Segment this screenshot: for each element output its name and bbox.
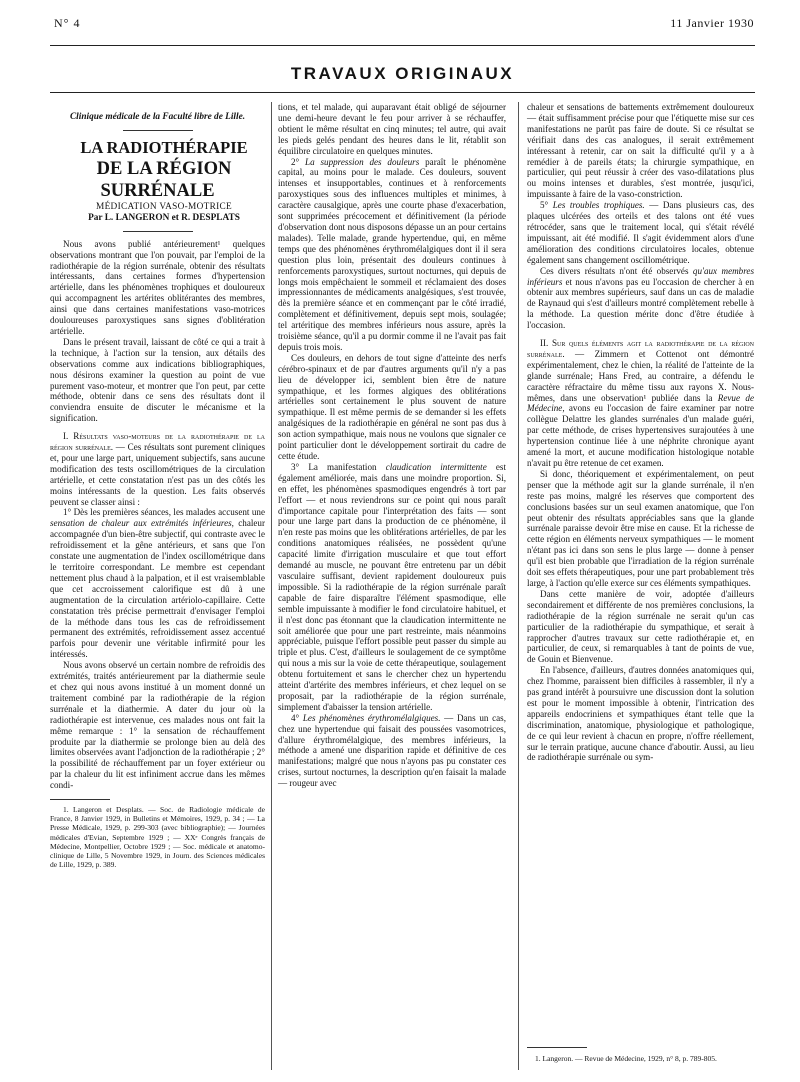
column-1	[50, 102, 265, 869]
paragraph: Dans le présent travail, laissant de côté ce qui a trait à la technique, à l'action sur la tension, aux détails des observations comme aux indications bibliographiques, nous désirons examiner la question au point de vue purement vaso-moteur, et montrer que l'on peut, par cette méthode, obtenir dans ce sens des résultats dont il conviendra ensuite de discuter le mécanisme et la signification.	[50, 336, 265, 424]
paragraph: Dans cette manière de voir, adoptée d'ailleurs secondairement et différente de nos premières conclusions, la radiothérapie de la région surrénale ne serait qu'un cas particulier de la radiothérapie du sympathique, et serait à rapprocher d'autres travaux sur cette radiothérapie et, en particulier, de ceux, si remarquables à tant de points de vue, de Gouin et Bienvenue.	[527, 588, 754, 665]
title-rule	[123, 130, 193, 131]
emphasis: La suppression des douleurs	[305, 156, 420, 167]
paragraph: 3° La manifestation claudication intermittente est également améliorée, mais dans une moindre proportion. Si, en effet, les phénomènes spasmodiques engendrés à tort par l'effort — et nous reviendrons sur ce point qui nous paraît d'importance capitale pour l'interprétation des faits — sont pour une large part dans la production de ce phénomène, il n'en reste pas moins que les oblitérations artérielles, de par les conditions anatomiques réalisées, ne possèdent qu'une capacité limite d'irrigation musculaire et que tout effort demandé au muscle, ne pouvant être entretenu par un débit vasculaire suffisant, devient rapidement douloureux puis impossible. Si la radiothérapie de la région surrénale paraît capable de faire disparaître l'élément spasmodique, elle semble impuissante à modifier le fond circulatoire habituel, et il n'est donc pas étonnant que la claudication intermittente ne soit améliorée que pour une part restreinte, mais néanmoins appréciable, puisque l'effort possible peut passer du simple au triple et plus. C'est, d'ailleurs le soulagement de ce symptôme qui nous a mis sur la voie de cette thérapeutique, soulagement obtenu fortuitement et sans le chercher chez un hypertendu atteint d'artérite des membres inférieurs, et chez lequel on se proposait, par la radiothérapie de la région surrénale, simplement d'abaisser la tension artérielle.	[278, 461, 506, 712]
section-1	[50, 431, 265, 507]
section-2: II. Sur quels éléments agit la radiothérapie de la région surrénale. — Zimmern et Cottenot ont démontré expérimentalement, chez le chien, la réalité de l'atteinte de la glande surrénale; Hans Fred, au contraire, a défendu le caractère réfractaire du même tissu aux rayons X. Nous-mêmes, dans une observation¹ publiée dans la Revue de Médecine, avons eu l'occasion de faire examiner par notre collègue Delattre les glandes surrénales d'un malade guéri, par cette méthode, de crises hypertensives surajoutées à une hypertension continue liée à une néphrite chronique ayant amené la mort, et aucune modification histologique notable n'avait pu être retenue de cet examen.	[527, 338, 754, 468]
footnote-rule	[527, 1047, 587, 1048]
section-heading: I. Résultats vaso-moteurs de la radiothérapie de la région surrénale. —	[50, 431, 265, 453]
paragraph: Ces douleurs, en dehors de tout signe d'atteinte des nerfs cérébro-spinaux et de par d'autres arguments qu'il n'y a pas lieu de développer ici, semblent bien être de nature sympathique, et les formes algiques des oblitérations artérielles sont certainement le plus souvent de nature sympathique. Il est même permis de se demander si les effets analgésiques de la radiothérapie en général ne sont pas dus à son action sympathique, mais nous ne voulons que signaler ce point particulier dont le développement sortirait du cadre de cette étude.	[278, 352, 506, 461]
column-divider	[518, 102, 519, 1070]
column-divider	[271, 102, 272, 1070]
authors-rule	[123, 231, 193, 232]
paragraph: Si donc, théoriquement et expérimentalement, on peut penser que la méthode agit sur la glande surrénale, il n'en reste pas moins, malgré les réserves que comportent des conclusions basées sur un seul examen anatomique, que l'on peut obtenir des résultats appréciables sans que la glande surrénale paraisse devoir être mise en cause. Et la richesse de cette région en éléments nerveux sympathiques — le moment n'étant pas ici dans son sens le plus large — donne à penser qu'il est bien probable que l'irradiation de la région surrénale doit ses effets thérapeutiques, pour une part probablement très large, à l'action qu'elle exerce sur ces éléments sympathiques.	[527, 468, 754, 588]
emphasis: claudication intermittente	[385, 461, 487, 472]
footnote-rule	[50, 799, 110, 800]
paragraph: 2° La suppression des douleurs paraît le phénomène capital, au moins pour le malade. Ces douleurs, souvent intenses et insupportables, continues et à renforcements paroxystiques sous des influences multiples et minimes, à caractère causalgique, après une courte phase d'exacerbation, sont supprimées précocement et définitivement (la période d'observation dont nous disposons dépasse un an pour certains malades). Telle malade, grande hypertendue, qui, en même temps que des phénomènes érythromélalgiques dont il il sera question plus loin, présentait des douleurs continues à renforcements paroxystiques, surtout nocturnes, qui depuis de longs mois empêchaient le sommeil et réclamaient des doses impressionnantes de médicaments analgésiques, s'est trouvée, dès la première séance et en commençant par le côté irradié, complètement et définitivement, depuis sept mois, soulagée; tel artéritique des membres inférieurs nous assure, après la troisième séance, qu'il a pu dormir comme il ne l'avait pas fait depuis trois mois.	[278, 156, 506, 352]
section-heading: II. Sur quels éléments agit la radiothérapie de la région surrénale. —	[527, 338, 754, 359]
article-title-line-2: DE LA RÉGION SURRÉNALE	[96, 158, 232, 201]
footnote: 1. Langeron. — Revue de Médecine, 1929, n° 8, p. 789-805.	[535, 1054, 717, 1063]
emphasis: Revue de Médecine	[527, 392, 754, 414]
paragraph: 4° Les phénomènes érythromélalgiques. — Dans un cas, chez une hypertendue qui faisait des poussées vasomotrices, d'allure érythromélalgique, des membres inférieurs, la méthode a amené une disparition rapide et définitive de ces manifestations; malgré que nous n'ayons pas pu constater ces crises, surtout nocturnes, la description qu'en faisait la malade — rougeur avec	[278, 712, 506, 789]
paragraph: 5° Les troubles trophiques. — Dans plusieurs cas, des plaques ulcérées des orteils et des talons ont été vues rétrocéder, sans que le traitement local, qui s'était révélé impuissant, ait été modifié. Il s'agit évidemment alors d'une amélioration des conditions circulatoires locales, obtenue également sans changement oscillométrique.	[527, 200, 754, 265]
paragraph: Ces divers résultats n'ont été observés qu'aux membres inférieurs et nous n'avons pas eu l'occasion de chercher à en obtenir aux membres supérieurs, sauf dans un cas de maladie de Raynaud qui s'est d'ailleurs montré complètement rebelle à la méthode. La question mérite donc d'être étudiée à l'occasion.	[527, 265, 755, 331]
paragraph: Nous avons publié antérieurement¹ quelques observations montrant que l'on pouvait, par l'emploi de la radiothérapie de la région surrénale, obtenir des résultats intéressants, dans certaines formes d'hypertension artérielle, dans les phénomènes trophiques et douloureux qui accompagnent les artérites oblitérantes des membres, ainsi que dans certaines manifestations vaso-motrices douloureuses paroxystiques sans signes d'oblitération artérielle.	[50, 238, 265, 336]
article-authors: Par L. LANGERON et R. DESPLATS	[88, 212, 240, 223]
emphasis: qu'aux membres inférieurs	[527, 265, 755, 287]
top-rule	[50, 45, 755, 46]
paragraph: tions, et tel malade, qui auparavant était obligé de séjourner une demi-heure devant le feu pour arriver à se réchauffer, obtient le même résultat en cinq minutes; tel autre, qui avait les pieds gelés pendant des heures dans le lit, rétablit son équilibre circulatoire en quelques minutes.	[278, 102, 506, 156]
issue-date: 11 Janvier 1930	[670, 16, 754, 30]
emphasis: Les troubles trophiques.	[552, 200, 645, 211]
paragraph: En l'absence, d'ailleurs, d'autres données anatomiques qui, chez l'homme, paraissent bien difficiles à rassembler, il n'y a pas grand intérêt à poursuivre une discussion dont la solution est pour le moment impossible à obtenir, l'intrication des appareils endocriniens et sympathiques étant telle que la discrimination, anatomique, physiologique et pathologique, de ce qui leur revient à chacun en propre, n'offre réellement, sur le terrain pratique, aucune chance d'aboutir. Aussi, au lieu de radiothérapie surrénale ou sym-	[527, 665, 754, 763]
page-number: N° 4	[54, 16, 81, 30]
article-title-line-1: LA RADIOTHÉRAPIE	[80, 137, 248, 157]
paragraph: Nous avons observé un certain nombre de refroidis des extrémités, traités antérieurement par la diathermie seule et chez qui nous avons institué à un moment donné un traitement combiné par la radiothérapie de la région surrénale et la diathermie. A dater du jour où la radiothérapie est intervenue, ces malades nous ont fait la même remarque : 1° la sensation de réchauffement produite par la diathermie se prolonge bien au delà des limites observées avant l'adjonction de la radiothérapie ; 2° la possibilité de réchauffement par un foyer extérieur ou par la chaleur du lit est infiniment accrue dans les mêmes condi-	[50, 660, 265, 791]
paragraph: 1° Dès les premières séances, les malades accusent une sensation de chaleur aux extrémités inférieures, chaleur accompagnée d'un bien-être subjectif, qui contraste avec le refroidissement et la gêne antérieurs, et sans que l'on constate une augmentation de l'index oscillométrique dans le territoire correspondant. Le membre est cependant nettement plus chaud à la palpation, et il est vraisemblable que cet accroissement calorifique est dû à une augmentation de la circulation artériolo-capillaire. Cette constatation très précise permettrait d'envisager l'emploi de la méthode dans tous les cas de refroidissement permanent des extrémités, refroidissement assez accentué parfois pour devenir une véritable infirmité pour les intéressés.	[50, 507, 265, 660]
section-rule	[50, 92, 755, 93]
paragraph: chaleur et sensations de battements extrêmement douloureux — était suffisamment précise pour que l'étiquette mise sur ces manifestations ne parût pas faire de doute. Si ce résultat se vérifiait dans des cas analogues, il serait extrêmement intéressant à retenir, car on sait la difficulté qu'il y a à remédier à de pareils états; la chirurgie sympathique, en particulier, qui peut réussir à créer des vaso-dilatations plus ou moins intenses et durables, s'est montrée, jusqu'ici, impuissante à faire de la vaso-constriction.	[527, 102, 754, 200]
institution: Clinique médicale de la Faculté libre de Lille.	[69, 112, 246, 122]
emphasis: sensation de chaleur aux extrémités inférieures,	[50, 518, 234, 529]
column-2	[278, 102, 506, 789]
footnote: 1. Langeron et Desplats. — Soc. de Radiologie médicale de France, 8 Janvier 1929, in Bulletins et Mémoires, 1929, p. 34 ; — La Presse Médicale, 1929, p. 299-303 (avec bibliographie); — Journées médicales d'Evian, Septembre 1929 ; — XXᵉ Congrès français de Médecine, Montpellier, Octobre 1929 ; — Soc. médicale et anatomo-clinique de Lille, 5 Novembre 1929, in Journ. des Sciences médicales de Lille, 1929, p. 389.	[50, 805, 265, 870]
emphasis: Les phénomènes érythromélalgiques.	[302, 712, 441, 723]
column-3	[527, 102, 754, 763]
article-subtitle: MÉDICATION VASO-MOTRICE	[96, 201, 232, 212]
section-text: Ces résultats sont purement cliniques et, pour une large part, uniquement subjectifs, sans aucune modification des tests oscillométriques de la circulation artérielle, et cette constatation n'est pas un des côtés les moins intéressants de la question. Les faits observés peuvent se classer ainsi :	[50, 442, 265, 507]
section-title: TRAVAUX ORIGINAUX	[290, 64, 515, 83]
